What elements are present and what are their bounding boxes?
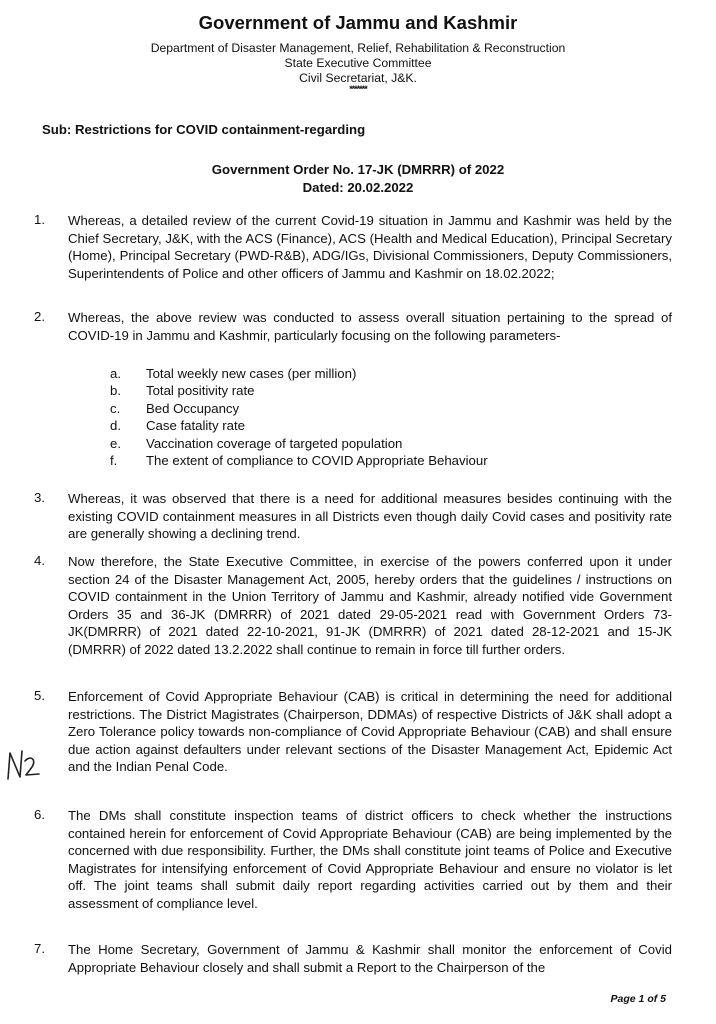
list-item-text: Case fatality rate (146, 418, 245, 433)
paragraph-text: Whereas, the above review was conducted to assess overall situation pertaining to the spread of COVID-19 in Jammu and Kashmir, particularly focusing on the following parameters- (68, 310, 672, 343)
list-item-letter: f. (110, 453, 118, 468)
committee-name: State Executive Committee (284, 56, 432, 70)
paragraph-number: 7. (34, 941, 45, 956)
list-item-text: Total weekly new cases (per million) (146, 366, 357, 381)
subject-line: Sub: Restrictions for COVID containment-regarding (42, 122, 366, 137)
paragraph-number: 3. (34, 490, 45, 505)
list-item-text: Vaccination coverage of targeted population (146, 436, 403, 451)
document-title: Government of Jammu and Kashmir (198, 12, 518, 33)
page-number: Page 1 of 5 (610, 993, 666, 1005)
handwritten-margin-mark (4, 745, 42, 785)
list-item-letter: b. (110, 383, 121, 398)
paragraph-number: 2. (34, 309, 45, 324)
list-item-text: Total positivity rate (146, 383, 255, 398)
department-name: Department of Disaster Management, Relief, Rehabilitation & Reconstruction (150, 41, 566, 55)
paragraph-text: Whereas, a detailed review of the current Covid-19 situation in Jammu and Kashmir was held by the Chief Secretary, J&K, with the ACS (Finance), ACS (Health and Medical Education), Principal Secretary (Home), Principal Secretary (PWD-R&B), ADG/IGs, Divisional Commissioners, Deputy Commissioners, Superintendents of Police and other officers of Jammu and Kashmir on 18.02.2022; (68, 213, 672, 281)
order-date: Dated: 20.02.2022 (302, 180, 414, 195)
list-item-text: Bed Occupancy (146, 401, 240, 416)
order-number: Government Order No. 17-JK (DMRRR) of 2022 (211, 162, 505, 177)
paragraph-number: 4. (34, 553, 45, 568)
office-address: Civil Secretariat, J&K. (299, 71, 417, 85)
paragraph-text: Now therefore, the State Executive Committee, in exercise of the powers conferred upon it under section 24 of the Disaster Management Act, 2005, hereby orders that the guidelines / instructions on COVID containment in the Union Territory of Jammu and Kashmir, already notified vide Government Orders 35 and 36-JK (DMRRR) of 2021 dated 29-05-2021 read with Government Orders 73-JK(DMRRR) of 2021 dated 22-10-2021, 91-JK (DMRRR) of 2021 dated 28-12-2021 and 15-JK (DMRRR) of 2022 dated 13.2.2022 shall continue to remain in force till further orders. (68, 554, 672, 657)
paragraph-number: 5. (34, 688, 45, 703)
paragraph-text: The DMs shall constitute inspection teams of district officers to check whether the instructions contained herein for enforcement of Covid Appropriate Behaviour (CAB) are being implemented by the concerned with due responsibility. Further, the DMs shall constitute joint teams of Police and Executive Magistrates for intensifying enforcement of Covid Appropriate Behaviour and ensure no violator is let off. The joint teams shall submit daily report regarding activities carried out by them and their assessment of compliance level. (68, 808, 672, 911)
list-item-letter: e. (110, 436, 121, 451)
paragraph-text: Enforcement of Covid Appropriate Behaviour (CAB) is critical in determining the need for additional restrictions. The District Magistrates (Chairperson, DDMAs) of respective Districts of J&K shall adopt a Zero Tolerance policy towards non-compliance of Covid Appropriate Behaviour (CAB) and shall ensure due action against defaulters under relevant sections of the Disaster Management Act, Epidemic Act and the Indian Penal Code. (68, 689, 672, 775)
paragraph-text: The Home Secretary, Government of Jammu & Kashmir shall monitor the enforcement of Covid Appropriate Behaviour closely and shall submit a Report to the Chairperson of the (68, 942, 672, 975)
header-separator: ******* (349, 84, 367, 94)
list-item-letter: d. (110, 418, 121, 433)
paragraph-number: 6. (34, 807, 45, 822)
list-item-letter: a. (110, 366, 121, 381)
list-item-letter: c. (110, 401, 121, 416)
paragraph-number: 1. (34, 212, 45, 227)
list-item-text: The extent of compliance to COVID Appropriate Behaviour (146, 453, 488, 468)
paragraph-text: Whereas, it was observed that there is a need for additional measures besides continuing with the existing COVID containment measures in all Districts even though daily Covid cases and positivity rate are generally showing a declining trend. (68, 491, 672, 542)
